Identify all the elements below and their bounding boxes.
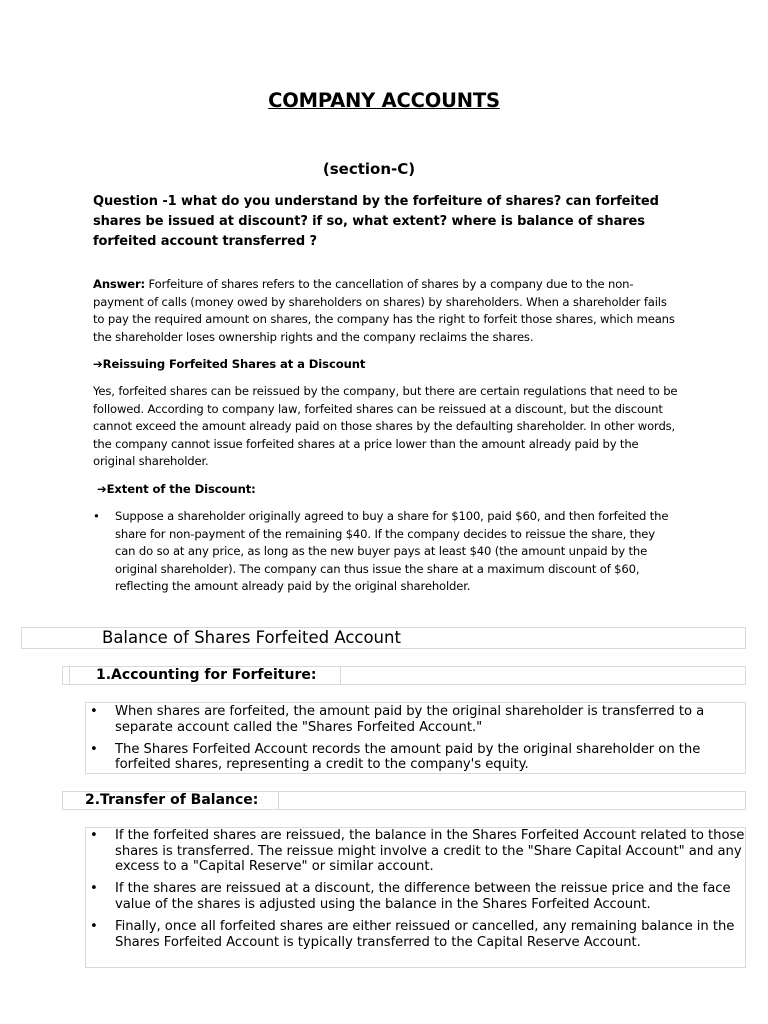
box-divider	[278, 792, 279, 809]
transfer-heading-box	[62, 791, 746, 810]
accounting-heading: 1.Accounting for Forfeiture:	[96, 667, 317, 683]
list-item: • The Shares Forfeited Account records the amount paid by the original shareholder on the forfeited shares, representing a credit to the company's equity.	[86, 742, 745, 773]
list-item: • When shares are forfeited, the amount paid by the original shareholder is transferred to a separate account called the "Shares Forfeited Account."	[86, 704, 745, 735]
reissue-paragraph: Yes, forfeited shares can be reissued by the company, but there are certain regulations that need to be followed. According to company law, forfeited shares can be reissued at a discount, but the discount cannot exceed the amount already paid on those shares by the defaulting shareholder. In other words, the company cannot issue forfeited shares at a price lower than the amount already paid by the original shareholder.	[93, 384, 678, 469]
box-divider	[340, 667, 341, 684]
answer-paragraph	[93, 276, 678, 346]
accounting-bullets-box	[85, 702, 746, 774]
reissue-heading: ➔Reissuing Forfeited Shares at a Discount	[93, 357, 366, 371]
list-item: • If the forfeited shares are reissued, the balance in the Shares Forfeited Account related to those shares is transferred. The reissue might involve a credit to the "Share Capital Account" and any excess to a "Capital Reserve" or similar account.	[86, 828, 745, 875]
balance-heading: Balance of Shares Forfeited Account	[102, 628, 401, 647]
answer-text: Forfeiture of shares refers to the cancellation of shares by a company due to the non-payment of calls (money owed by shareholders on shares) by shareholders. When a shareholder fails to pay the required amount on shares, the company has the right to forfeit those shares, which means the shareholder loses ownership rights and the company reclaims the shares.	[93, 277, 675, 344]
transfer-bullets-box	[85, 827, 746, 968]
answer-label: Answer:	[93, 277, 146, 291]
extent-heading: ➔Extent of the Discount:	[97, 482, 256, 496]
list-item: • Finally, once all forfeited shares are either reissued or cancelled, any remaining balance in the Shares Forfeited Account is typically transferred to the Capital Reserve Account.	[86, 919, 745, 950]
transfer-bullet-list	[86, 828, 745, 950]
question-text: Question -1 what do you understand by the forfeiture of shares? can forfeited shares be issued at discount? if so, what extent? where is balance of shares forfeited account transferred ?	[93, 194, 659, 249]
transfer-heading: 2.Transfer of Balance:	[85, 792, 259, 808]
accounting-heading-box	[62, 666, 746, 685]
list-item: • Suppose a shareholder originally agreed to buy a share for $100, paid $60, and then forfeited the share for non-payment of the remaining $40. If the company decides to reissue the share, they can do so at any price, as long as the new buyer pays at least $40 (the amount unpaid by the original shareholder). The company can thus issue the share at a maximum discount of $60, reflecting the amount already paid by the original shareholder.	[93, 508, 673, 596]
box-divider	[69, 667, 70, 684]
document-title: COMPANY ACCOUNTS	[268, 89, 500, 112]
balance-heading-box	[21, 627, 746, 649]
section-label: (section-C)	[322, 160, 416, 178]
list-item: • If the shares are reissued at a discount, the difference between the reissue price and the face value of the shares is adjusted using the balance in the Shares Forfeited Account.	[86, 881, 745, 912]
accounting-bullet-list	[86, 704, 745, 773]
extent-bullet-list	[93, 508, 673, 596]
